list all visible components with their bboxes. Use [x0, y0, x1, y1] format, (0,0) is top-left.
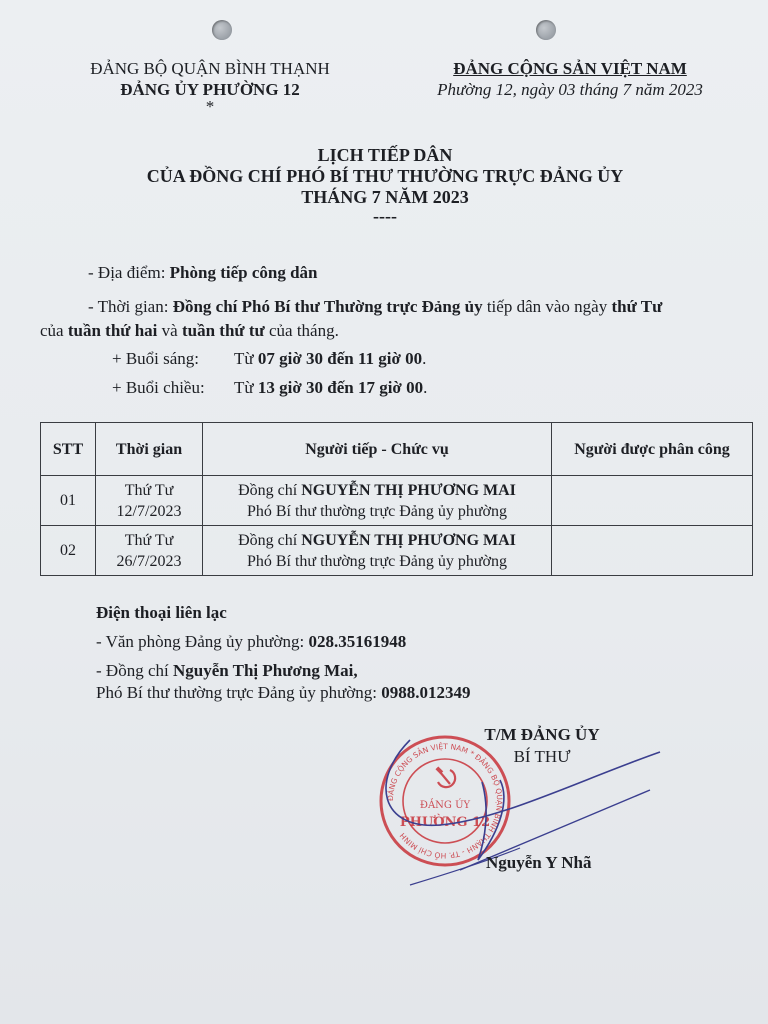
header-time: Thời gian — [96, 423, 203, 476]
receiver-name: NGUYỄN THỊ PHƯƠNG MAI — [301, 481, 516, 499]
time-bold-1: Đồng chí Phó Bí thư Thường trực Đảng ủy — [172, 297, 483, 316]
session-label: + Buổi chiều: — [112, 378, 205, 397]
contact-office — [96, 631, 406, 653]
contact-heading: Điện thoại liên lạc — [96, 603, 227, 622]
header-star: * — [205, 97, 215, 116]
cell-date: 26/7/2023 — [116, 552, 182, 570]
schedule-table — [40, 422, 753, 576]
header-right — [405, 58, 735, 100]
person-role-label: Phó Bí thư thường trực Đảng ủy phường: — [96, 683, 382, 702]
header-party-name: ĐẢNG CỘNG SẢN VIỆT NAM — [453, 59, 687, 78]
punch-hole-right — [536, 20, 556, 40]
time-label: - Thời gian: — [88, 297, 173, 316]
cell-date: 12/7/2023 — [116, 502, 182, 520]
location-label: - Địa điểm: — [88, 263, 170, 282]
cell-day: Thứ Tư — [124, 481, 174, 499]
receiver-name-line — [207, 530, 547, 551]
receiver-name-line — [207, 480, 547, 501]
time-text-2: của — [40, 321, 68, 340]
cell-day: Thứ Tư — [124, 531, 174, 549]
stamp-center-line-2: PHƯỜNG 12 — [399, 815, 491, 830]
office-phone: 028.35161948 — [308, 632, 407, 651]
time-bold-2: thứ Tư — [611, 297, 663, 316]
header-date: Phường 12, ngày 03 tháng 7 năm 2023 — [437, 80, 703, 99]
contact-person — [96, 660, 358, 682]
stamp-ring-text: ĐẢNG CỘNG SẢN VIỆT NAM * ĐẢNG BỘ QUẬN BÌNH THẠNH - TP. HỒ CHÍ MINH — [385, 741, 505, 861]
cell-time — [96, 476, 203, 526]
receiver-prefix: Đồng chí — [238, 531, 302, 549]
cell-receiver — [203, 476, 552, 526]
header-assigned: Người được phân công — [552, 423, 753, 476]
receiver-role: Phó Bí thư thường trực Đảng ủy phường — [246, 552, 508, 570]
header-receiver: Người tiếp - Chức vụ — [203, 423, 552, 476]
session-suffix: . — [422, 349, 427, 368]
table-row — [41, 476, 753, 526]
header-party-committee: ĐẢNG BỘ QUẬN BÌNH THẠNH — [90, 59, 330, 78]
time-text-1: tiếp dân vào ngày — [482, 297, 612, 316]
title-line-2: CỦA ĐỒNG CHÍ PHÓ BÍ THƯ THƯỜNG TRỰC ĐẢNG ỦY — [146, 166, 624, 186]
signer-name: Nguyễn Y Nhã — [486, 853, 592, 872]
receiver-prefix: Đồng chí — [238, 481, 302, 499]
location-value: Phòng tiếp công dân — [169, 263, 318, 282]
contact-person-role — [96, 682, 471, 704]
cell-assigned — [552, 476, 753, 526]
document-title — [80, 145, 690, 224]
time-bold-4: tuần thứ tư — [181, 321, 265, 340]
cell-receiver — [203, 526, 552, 576]
punch-hole-left — [212, 20, 232, 40]
location-line — [88, 262, 318, 284]
cell-assigned — [552, 526, 753, 576]
person-name: Nguyễn Thị Phương Mai, — [172, 661, 358, 680]
session-prefix: Từ — [234, 349, 258, 368]
session-label: + Buổi sáng: — [112, 349, 200, 368]
session-prefix: Từ — [234, 378, 258, 397]
header-stt: STT — [41, 423, 96, 476]
header-ward-committee: ĐẢNG ỦY PHƯỜNG 12 — [120, 80, 300, 99]
signature-title: T/M ĐẢNG ỦY — [484, 725, 600, 744]
title-divider: ---- — [373, 206, 397, 226]
office-label: - Văn phòng Đảng ủy phường: — [96, 632, 309, 651]
session-afternoon — [112, 377, 427, 399]
table-header-row — [41, 423, 753, 476]
stamp-center-line-1: ĐẢNG ỦY — [419, 800, 471, 811]
person-prefix: - Đồng chí — [96, 661, 173, 680]
person-phone: 0988.012349 — [381, 683, 471, 702]
session-suffix: . — [423, 378, 428, 397]
table-row — [41, 526, 753, 576]
cell-stt: 01 — [41, 476, 96, 526]
signature-role: BÍ THƯ — [513, 747, 571, 766]
time-line-1 — [88, 296, 662, 318]
time-text-3: và — [157, 321, 182, 340]
time-text-4: của tháng. — [264, 321, 339, 340]
header-left — [60, 58, 360, 114]
time-bold-3: tuần thứ hai — [67, 321, 158, 340]
session-morning — [112, 348, 426, 370]
title-line-3: THÁNG 7 NĂM 2023 — [301, 187, 469, 207]
cell-stt: 02 — [41, 526, 96, 576]
session-time: 07 giờ 30 đến 11 giờ 00 — [257, 349, 423, 368]
session-time: 13 giờ 30 đến 17 giờ 00 — [257, 378, 424, 397]
receiver-name: NGUYỄN THỊ PHƯƠNG MAI — [301, 531, 516, 549]
title-line-1: LỊCH TIẾP DÂN — [317, 145, 453, 165]
time-line-2 — [40, 320, 339, 342]
receiver-role: Phó Bí thư thường trực Đảng ủy phường — [246, 502, 508, 520]
cell-time — [96, 526, 203, 576]
